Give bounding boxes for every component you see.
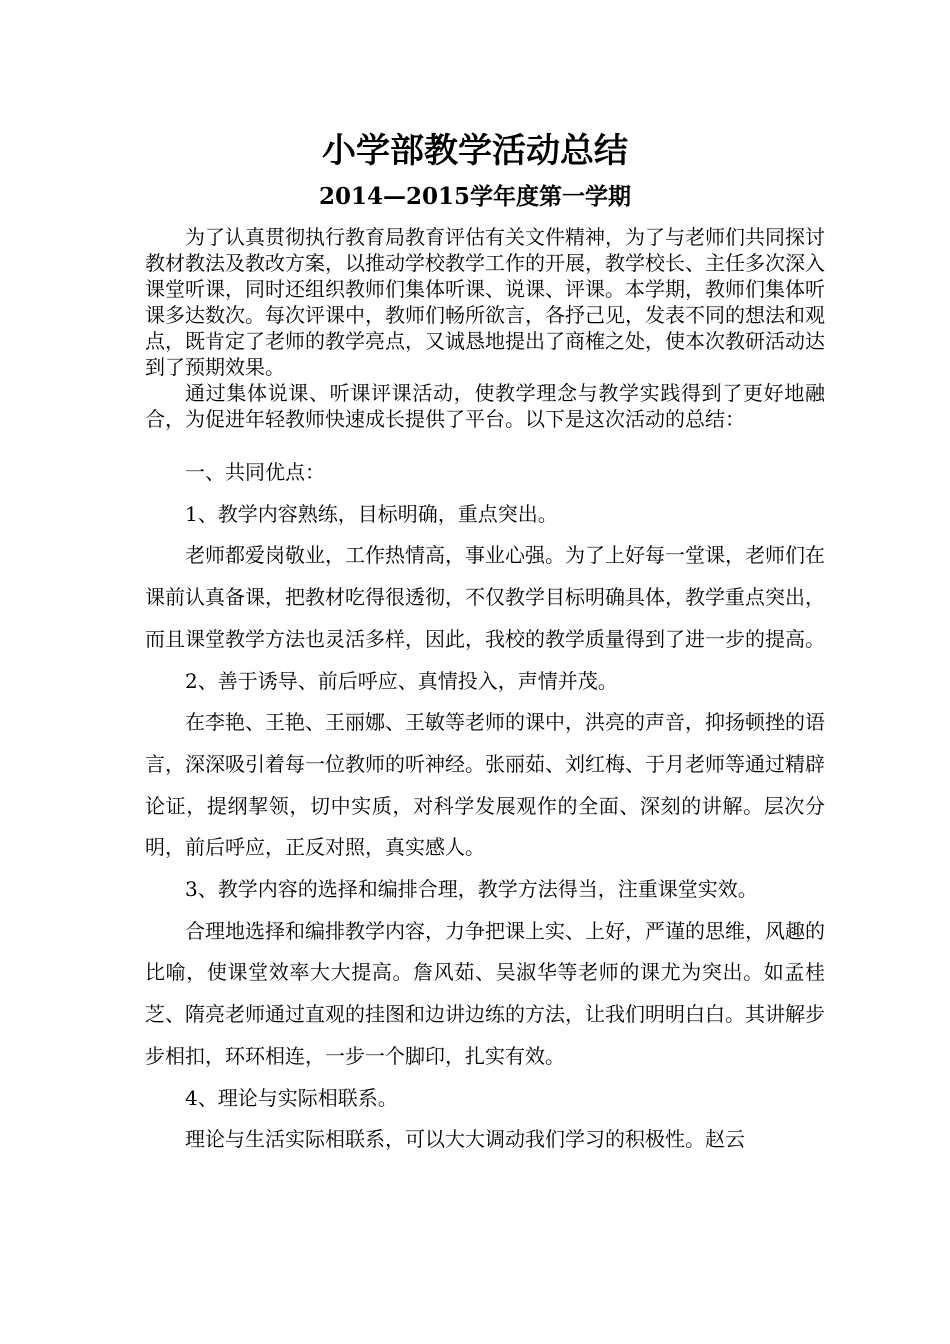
body-paragraph: 理论与生活实际相联系，可以大大调动我们学习的积极性。赵云 (185, 1127, 745, 1152)
document-title: 小学部教学活动总结 (322, 131, 628, 171)
intro-paragraph: 为了认真贯彻执行教育局教育评估有关文件精神，为了与老师们共同探讨教材教法及教改方案，以推动学校教学工作的开展，教学校长、主任多次深入课堂听课，同时还组织教师们集体听课、说课、评课。本学期，教师们集体听课多达数次。每次评课中，教师们畅所欲言，各抒己见，发表不同的想法和观点，既肯定了老师的教学亮点，又诚恳地提出了商榷之处，使本次教研活动达到了预期效果。 (145, 225, 825, 379)
section-heading: 一、共同优点： (185, 460, 325, 484)
intro-paragraph: 通过集体说课、听课评课活动，使教学理念与教学实践得到了更好地融合，为促进年轻教师快速成长提供了平台。以下是这次活动的总结： (145, 381, 825, 431)
point-heading: 3、教学内容的选择和编排合理，教学方法得当，注重课堂实效。 (185, 877, 758, 902)
intro-section (145, 224, 825, 432)
point-heading: 2、善于诱导、前后呼应、真情投入，声情并茂。 (185, 668, 618, 693)
body-paragraph: 老师都爱岗敬业，工作热情高，事业心强。为了上好每一堂课，老师们在课前认真备课，把教材吃得很透彻，不仅教学目标明确具体，教学重点突出，而且课堂教学方法也灵活多样，因此，我校的教学质量得到了进一步的提高。 (145, 543, 825, 651)
body-paragraph: 在李艳、王艳、王丽娜、王敏等老师的课中，洪亮的声音，抑扬顿挫的语言，深深吸引着每一位教师的听神经。张丽茹、刘红梅、于月老师等通过精辟论证，提纲挈领，切中实质，对科学发展观作的全面、深刻的讲解。层次分明，前后呼应，正反对照，真实感人。 (145, 710, 825, 860)
document-subtitle: 2014—2015学年度第一学期 (318, 183, 632, 210)
point-heading: 1、教学内容熟练，目标明确，重点突出。 (185, 501, 558, 526)
body-section (145, 452, 825, 1161)
body-paragraph: 合理地选择和编排教学内容，力争把课上实、上好，严谨的思维，风趣的比喻，使课堂效率大大提高。詹风茹、吴淑华等老师的课尤为突出。如孟桂芝、隋亮老师通过直观的挂图和边讲边练的方法，让我们明明白白。其讲解步步相扣，环环相连，一步一个脚印，扎实有效。 (145, 918, 825, 1068)
point-heading: 4、理论与实际相联系。 (185, 1085, 398, 1110)
